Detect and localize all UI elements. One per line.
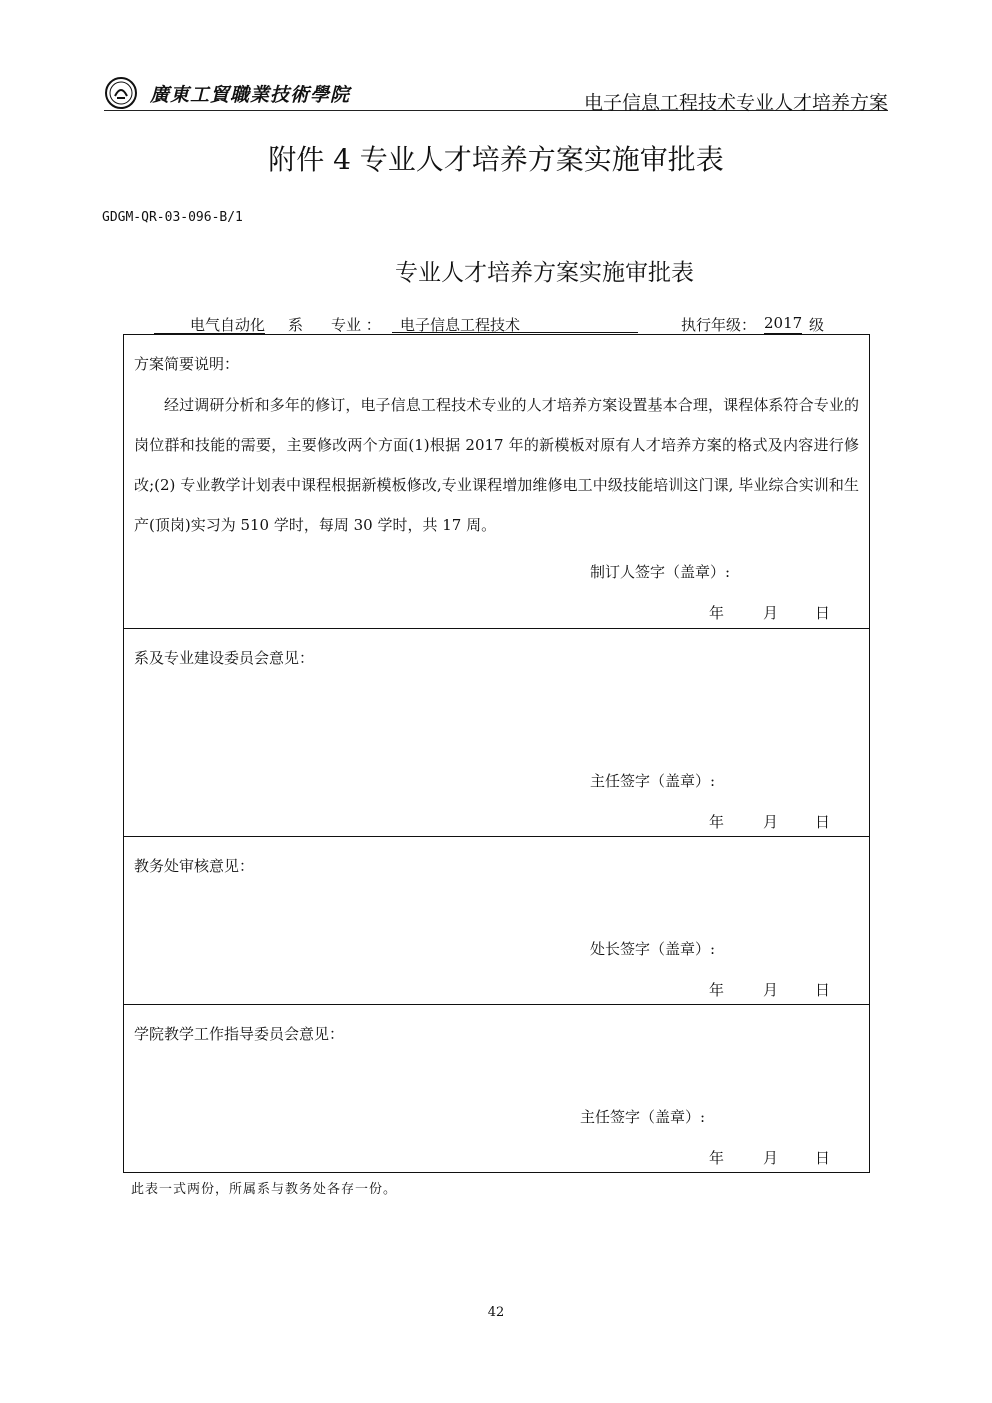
college-logo-icon — [104, 76, 144, 110]
grade-suffix: 级 — [809, 316, 825, 334]
major-label: 专业 ： — [331, 316, 381, 334]
section-label: 系及专业建设委员会意见： — [134, 649, 315, 667]
major-value: 电子信息工程技术 — [392, 314, 638, 333]
college-name: 廣東工貿職業技術學院 — [150, 84, 351, 106]
signature-label: 处长签字（盖章）: — [590, 940, 716, 958]
grade-label: 执行年级： — [681, 316, 757, 334]
signature-label: 制订人签字（盖章）: — [590, 563, 731, 581]
section-teaching-committee: 学院教学工作指导委员会意见： 主任签字（盖章）: 年 月 日 — [134, 1025, 831, 1167]
section-summary: 方案简要说明： 经过调研分析和多年的修订，电子信息工程技术专业的人才培养方案设置基本合理，课程体系符合专业的岗位群和技能的需要，主要修改两个方面(1)根据 2017 年的新模板对原有人才培养方案的格式及内容进行修改;(2) 专业教学计划表中课程根据新模板修改,专业课程增加维修电工中级技能培训这门课, 毕业综合实训和生产(顶岗)实习为 510 学时，每周 30 学时，共 17 周。 制订人签字（盖章）: 年 月 日 — [124, 335, 869, 629]
header-title: 电子信息工程技术专业人才培养方案 — [583, 92, 888, 114]
section-academic-affairs: 教务处审核意见： 处长签字（盖章）: 年 月 日 — [124, 836, 869, 1005]
signature-label: 主任签字（盖章）: — [590, 772, 716, 790]
approval-table — [123, 334, 870, 1173]
footnote: 此表一式两份，所属系与教务处各存一份。 — [131, 1182, 398, 1197]
form-code: GDGM-QR-03-096-B/1 — [102, 210, 243, 225]
attachment-title: 附件 4 专业人才培养方案实施审批表 — [268, 143, 724, 176]
section-label: 学院教学工作指导委员会意见： — [134, 1025, 345, 1043]
signature-label: 主任签字（盖章）: — [580, 1108, 706, 1126]
section-label: 方案简要说明： — [134, 355, 240, 373]
section-department-committee: 系及专业建设委员会意见： 主任签字（盖章）: 年 月 日 — [124, 628, 869, 837]
grade-value: 2017 — [764, 314, 803, 332]
department-value: 电气自动化 — [154, 314, 265, 334]
page-number: 42 — [487, 1305, 505, 1320]
department-label: 系 — [288, 316, 304, 334]
page-header — [104, 70, 888, 114]
section-body: 经过调研分析和多年的修订，电子信息工程技术专业的人才培养方案设置基本合理，课程体系符合专业的岗位群和技能的需要，主要修改两个方面(1)根据 2017 年的新模板对原有人才培养方案的格式及内容进行修改;(2) 专业教学计划表中课程根据新模板修改,专业课程增加维修电工中级技能培训这门课, 毕业综合实训和生产(顶岗)实习为 510 学时，每周 30 学时，共 17 周。 — [134, 396, 859, 534]
section-label: 教务处审核意见： — [134, 857, 255, 875]
table-title: 专业人才培养方案实施审批表 — [395, 260, 694, 286]
meta-row — [124, 314, 870, 336]
